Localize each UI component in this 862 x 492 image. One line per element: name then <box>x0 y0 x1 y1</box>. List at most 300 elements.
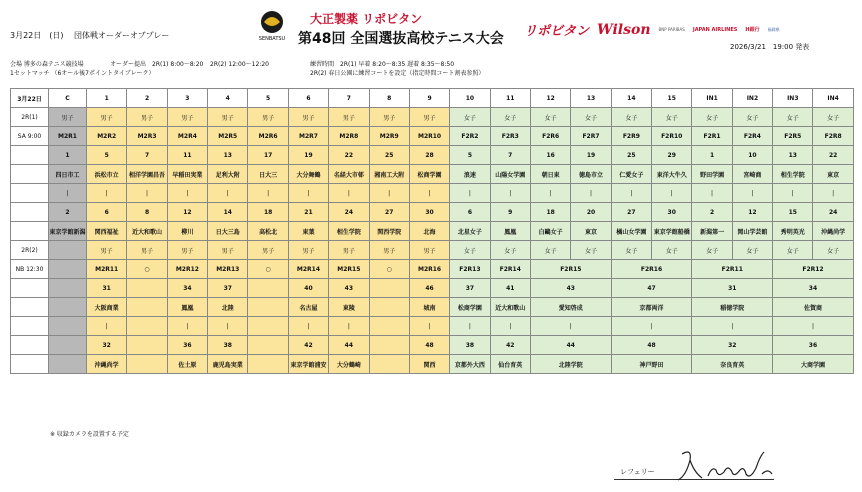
gender-cell: 女子 <box>571 108 611 127</box>
seed-cell <box>248 336 288 355</box>
round1-bar-row <box>11 184 854 203</box>
school-cell <box>369 355 409 374</box>
court-header: 5 <box>248 89 288 108</box>
seed-cell <box>127 279 167 298</box>
match-id-cell: M2R16 <box>409 260 449 279</box>
vs-bar: | <box>409 184 449 203</box>
court-header: 1 <box>87 89 127 108</box>
school-cell: 足利大附 <box>208 165 248 184</box>
school-cell <box>248 355 288 374</box>
seed-cell: 5 <box>87 146 127 165</box>
row-label: SA 9:00 <box>11 127 49 146</box>
court-header: 8 <box>369 89 409 108</box>
match-id-cell: F2R5 <box>773 127 813 146</box>
school-cell: 関西 <box>409 355 449 374</box>
round2-bar-row <box>11 317 854 336</box>
vs-bar: | <box>87 317 127 336</box>
school-cell: 新潟第一 <box>692 222 732 241</box>
seed-cell: 24 <box>329 203 369 222</box>
court-c-empty <box>49 279 87 298</box>
seed-cell: 20 <box>571 203 611 222</box>
senbatsu-seal-icon <box>252 10 292 44</box>
school-cell: 東京学館新潟 <box>49 222 87 241</box>
court-header: 6 <box>288 89 328 108</box>
seed-cell: 18 <box>530 203 570 222</box>
seed-cell: 43 <box>329 279 369 298</box>
seed-cell: 2 <box>692 203 732 222</box>
vs-bar: | <box>248 184 288 203</box>
vs-bar: | <box>813 184 853 203</box>
vs-bar: | <box>611 317 692 336</box>
round1-seed-top <box>11 146 854 165</box>
row-label: 2R(2) <box>11 241 49 260</box>
seed-cell: 37 <box>208 279 248 298</box>
vs-bar: | <box>208 317 248 336</box>
gender-cell: 男子 <box>248 108 288 127</box>
round2-label-row <box>11 241 854 260</box>
gender-cell: 女子 <box>450 108 490 127</box>
gender-cell: 男子 <box>127 108 167 127</box>
vs-bar: | <box>530 184 570 203</box>
gender-cell: 男子 <box>167 241 207 260</box>
match-id-cell: M2R11 <box>87 260 127 279</box>
seed-cell: 21 <box>288 203 328 222</box>
match-id-cell: F2R15 <box>530 260 611 279</box>
round1-seed-bottom <box>11 203 854 222</box>
bank-logo: H銀行 <box>745 27 760 33</box>
court-c-empty <box>49 336 87 355</box>
school-cell: 東京学館船橋 <box>652 222 692 241</box>
seed-cell: 43 <box>530 279 611 298</box>
seed-cell: 13 <box>208 146 248 165</box>
gender-cell: 男子 <box>409 108 449 127</box>
vs-bar: | <box>369 184 409 203</box>
bnp-logo: BNP PARIBAS <box>658 27 685 32</box>
wilson-logo: Wilson <box>597 21 651 38</box>
gender-cell: 女子 <box>652 241 692 260</box>
seed-cell: 38 <box>208 336 248 355</box>
gender-cell: 女子 <box>773 241 813 260</box>
match-id-cell: F2R16 <box>611 260 692 279</box>
vs-bar: | <box>167 317 207 336</box>
school-cell: 大商学園 <box>773 355 854 374</box>
seed-cell: 37 <box>450 279 490 298</box>
school-cell: 東京 <box>571 222 611 241</box>
school-cell: 大分鶴崎 <box>329 355 369 374</box>
venue-note: 会場 博多の森テニス競技場 <box>10 61 84 68</box>
gender-cell: 女子 <box>813 108 853 127</box>
gender-cell: 女子 <box>692 241 732 260</box>
court-header: C <box>49 89 87 108</box>
gender-cell: 女子 <box>692 108 732 127</box>
school-cell: 浜松市立 <box>87 165 127 184</box>
school-cell: 城南 <box>409 298 449 317</box>
gender-cell: 男子 <box>87 241 127 260</box>
match-id-cell: M2R3 <box>127 127 167 146</box>
round1-school-bottom <box>11 222 854 241</box>
school-cell <box>369 298 409 317</box>
date-cell: 3月22日 <box>11 89 49 108</box>
gender-cell: 男子 <box>49 108 87 127</box>
school-cell: 佐賀商 <box>773 298 854 317</box>
order-of-play-table <box>10 88 854 374</box>
match-id-cell: F2R9 <box>611 127 651 146</box>
match-id-cell: M2R9 <box>369 127 409 146</box>
round2-school-bottom <box>11 355 854 374</box>
row-label <box>11 298 49 317</box>
vs-bar: | <box>288 184 328 203</box>
seed-cell: 38 <box>450 336 490 355</box>
court-header: IN4 <box>813 89 853 108</box>
seed-cell: 47 <box>611 279 692 298</box>
court-header: 9 <box>409 89 449 108</box>
vs-bar: | <box>490 317 530 336</box>
match-id-cell: ○ <box>248 260 288 279</box>
seed-cell: 32 <box>692 336 773 355</box>
match-id-cell: F2R6 <box>530 127 570 146</box>
school-cell <box>127 298 167 317</box>
gender-cell: 女子 <box>732 241 772 260</box>
seed-cell: 28 <box>409 146 449 165</box>
camera-note: ※ 収録カメラを設置する予定 <box>50 431 129 438</box>
seed-cell: 1 <box>49 146 87 165</box>
prefecture-logo: 福岡県 <box>767 26 780 32</box>
vs-bar: | <box>692 184 732 203</box>
school-cell: 大分舞鶴 <box>288 165 328 184</box>
court-c-empty <box>49 260 87 279</box>
seed-cell: 25 <box>369 146 409 165</box>
gender-cell: 女子 <box>530 108 570 127</box>
row-label <box>11 203 49 222</box>
gender-cell: 女子 <box>611 241 651 260</box>
seed-cell: 13 <box>773 146 813 165</box>
seed-cell: 30 <box>409 203 449 222</box>
match-id-cell: M2R5 <box>208 127 248 146</box>
school-cell: 東葉 <box>288 222 328 241</box>
match-id-cell: F2R8 <box>813 127 853 146</box>
seed-cell: 6 <box>450 203 490 222</box>
seed-cell: 30 <box>652 203 692 222</box>
match-id-cell: F2R4 <box>732 127 772 146</box>
match-id-cell: M2R14 <box>288 260 328 279</box>
seed-cell: 11 <box>167 146 207 165</box>
seed-cell: 46 <box>409 279 449 298</box>
match-id-cell: F2R7 <box>571 127 611 146</box>
practice-court-note: 2R(2) 春日公園に練習コートを設定（指定時間コート割表参照） <box>310 70 485 77</box>
order-submit-note-2: 2R(2) 12:00〜12:20 <box>210 61 269 68</box>
school-cell: 日大三 <box>248 165 288 184</box>
gender-cell: 男子 <box>288 241 328 260</box>
court-header: IN3 <box>773 89 813 108</box>
seed-cell: 25 <box>611 146 651 165</box>
seed-cell: 27 <box>369 203 409 222</box>
match-id-cell: ○ <box>369 260 409 279</box>
referee-label: レフェリー <box>620 468 655 476</box>
lipovitan-logo: リポビタン <box>524 24 590 39</box>
school-cell: 松商学園 <box>409 165 449 184</box>
vs-bar: | <box>329 317 369 336</box>
seed-cell: 42 <box>490 336 530 355</box>
match-id-cell: M2R7 <box>288 127 328 146</box>
event-title: 第48回 全国選抜高校テニス大会 <box>298 31 504 47</box>
school-cell: 北星女子 <box>450 222 490 241</box>
row-label: NB 12:30 <box>11 260 49 279</box>
court-header: 13 <box>571 89 611 108</box>
court-c-empty <box>49 241 87 260</box>
school-cell: 名古屋 <box>288 298 328 317</box>
court-header: 2 <box>127 89 167 108</box>
vs-bar: | <box>530 317 611 336</box>
school-cell: 名経大市邨 <box>329 165 369 184</box>
gender-cell: 男子 <box>369 108 409 127</box>
seed-cell: 36 <box>773 336 854 355</box>
school-cell: 白鷗女子 <box>530 222 570 241</box>
gender-cell: 女子 <box>490 108 530 127</box>
court-header: IN1 <box>692 89 732 108</box>
court-header: IN2 <box>732 89 772 108</box>
school-cell: 愛知啓成 <box>530 298 611 317</box>
school-cell: 鹿児島実業 <box>208 355 248 374</box>
school-cell: 北陸 <box>208 298 248 317</box>
seed-cell: 17 <box>248 146 288 165</box>
row-label <box>11 184 49 203</box>
vs-bar: | <box>450 184 490 203</box>
vs-bar: | <box>571 184 611 203</box>
seed-cell: 48 <box>409 336 449 355</box>
row-label <box>11 146 49 165</box>
seed-cell: 44 <box>530 336 611 355</box>
school-cell: 山陽女学園 <box>490 165 530 184</box>
jal-logo: JAPAN AIRLINES <box>692 26 738 33</box>
school-cell: 佐土原 <box>167 355 207 374</box>
vs-bar: | <box>87 184 127 203</box>
seed-cell: 29 <box>652 146 692 165</box>
gender-cell: 女子 <box>490 241 530 260</box>
match-id-cell: F2R12 <box>773 260 854 279</box>
gender-cell: 男子 <box>369 241 409 260</box>
seed-cell <box>248 279 288 298</box>
match-id-cell: M2R12 <box>167 260 207 279</box>
round2-time-row <box>11 260 854 279</box>
round1-label-row <box>11 108 854 127</box>
school-cell <box>127 355 167 374</box>
vs-bar: | <box>409 317 449 336</box>
seed-cell: 18 <box>248 203 288 222</box>
seed-cell: 22 <box>329 146 369 165</box>
vs-bar: | <box>773 184 813 203</box>
seed-cell: 19 <box>571 146 611 165</box>
vs-bar: | <box>652 184 692 203</box>
gender-cell: 女子 <box>652 108 692 127</box>
gender-cell: 男子 <box>288 108 328 127</box>
match-id-cell: M2R15 <box>329 260 369 279</box>
seed-cell <box>369 279 409 298</box>
school-cell: 早稲田実業 <box>167 165 207 184</box>
school-cell: 近大和歌山 <box>127 222 167 241</box>
school-cell: 鳳凰 <box>167 298 207 317</box>
match-id-cell: M2R4 <box>167 127 207 146</box>
court-header: 15 <box>652 89 692 108</box>
school-cell: 沖縄尚学 <box>813 222 853 241</box>
school-cell <box>248 298 288 317</box>
seed-cell: 1 <box>692 146 732 165</box>
school-cell: 秀明英光 <box>773 222 813 241</box>
row-label <box>11 336 49 355</box>
school-cell: 宮崎商 <box>732 165 772 184</box>
school-cell: 橘山女学園 <box>611 222 651 241</box>
school-cell: 近大和歌山 <box>490 298 530 317</box>
seed-cell: 5 <box>450 146 490 165</box>
seed-cell <box>127 336 167 355</box>
match-id-cell: M2R1 <box>49 127 87 146</box>
gender-cell: 女子 <box>732 108 772 127</box>
school-cell: 東京学館浦安 <box>288 355 328 374</box>
seed-cell: 42 <box>288 336 328 355</box>
school-cell: 野田学園 <box>692 165 732 184</box>
school-cell: 東京 <box>813 165 853 184</box>
court-header: 12 <box>530 89 570 108</box>
row-label <box>11 355 49 374</box>
order-submit-note: オーダー提出 2R(1) 8:00〜8:20 <box>110 61 204 68</box>
court-c-empty <box>49 298 87 317</box>
school-cell: 仁愛女子 <box>611 165 651 184</box>
seed-cell: 7 <box>127 146 167 165</box>
school-cell: 奈良育英 <box>692 355 773 374</box>
seed-cell: 27 <box>611 203 651 222</box>
school-cell: 高松北 <box>248 222 288 241</box>
vs-bar: | <box>692 317 773 336</box>
school-cell: 仙台育英 <box>490 355 530 374</box>
school-cell: 東陵 <box>329 298 369 317</box>
seed-cell: 7 <box>490 146 530 165</box>
school-cell: 鳳凰 <box>490 222 530 241</box>
gender-cell: 女子 <box>813 241 853 260</box>
seed-cell: 44 <box>329 336 369 355</box>
vs-bar: | <box>490 184 530 203</box>
round2-seed-top <box>11 279 854 298</box>
vs-bar: | <box>49 184 87 203</box>
school-cell: 湘南工大附 <box>369 165 409 184</box>
court-c-empty <box>49 317 87 336</box>
seed-cell: 31 <box>87 279 127 298</box>
match-id-cell: F2R13 <box>450 260 490 279</box>
vs-bar: | <box>288 317 328 336</box>
school-cell: 稲徳学院 <box>692 298 773 317</box>
row-label: 2R(1) <box>11 108 49 127</box>
gender-cell: 男子 <box>167 108 207 127</box>
school-cell: 相生学院 <box>329 222 369 241</box>
match-id-cell: F2R2 <box>450 127 490 146</box>
school-cell: 四日市工 <box>49 165 87 184</box>
date-line: 3月22日 (日) 団体戦オーダーオブプレー <box>10 31 170 40</box>
vs-bar: | <box>127 184 167 203</box>
match-id-cell: F2R3 <box>490 127 530 146</box>
match-id-cell: F2R1 <box>692 127 732 146</box>
seed-cell: 12 <box>732 203 772 222</box>
row-label <box>11 279 49 298</box>
vs-bar: | <box>732 184 772 203</box>
vs-bar <box>369 317 409 336</box>
school-cell: 関西福祉 <box>87 222 127 241</box>
seed-cell: 40 <box>288 279 328 298</box>
seed-cell: 34 <box>773 279 854 298</box>
school-cell: 大阪商業 <box>87 298 127 317</box>
seed-cell: 8 <box>127 203 167 222</box>
gender-cell: 男子 <box>248 241 288 260</box>
format-note: 1セットマッチ （6オール後7ポイントタイブレーク） <box>10 70 155 77</box>
court-header: 4 <box>208 89 248 108</box>
notes-row-2 <box>10 69 484 78</box>
seed-cell: 6 <box>87 203 127 222</box>
round2-seed-bottom <box>11 336 854 355</box>
court-c-empty <box>49 355 87 374</box>
gender-cell: 男子 <box>329 241 369 260</box>
gender-cell: 男子 <box>208 108 248 127</box>
vs-bar <box>248 317 288 336</box>
seed-cell: 31 <box>692 279 773 298</box>
vs-bar: | <box>208 184 248 203</box>
school-cell: 東洋大牛久 <box>652 165 692 184</box>
header-row <box>11 89 854 108</box>
vs-bar: | <box>167 184 207 203</box>
event-logo-block <box>246 8 504 48</box>
match-id-cell: F2R14 <box>490 260 530 279</box>
vs-bar: | <box>611 184 651 203</box>
match-id-cell: M2R8 <box>329 127 369 146</box>
seed-cell: 19 <box>288 146 328 165</box>
gender-cell: 女子 <box>773 108 813 127</box>
school-cell: 相生学院 <box>773 165 813 184</box>
seed-cell: 32 <box>87 336 127 355</box>
court-header: 7 <box>329 89 369 108</box>
vs-bar: | <box>773 317 854 336</box>
seed-cell: 24 <box>813 203 853 222</box>
vs-bar: | <box>450 317 490 336</box>
vs-bar: | <box>329 184 369 203</box>
school-cell: 松商学園 <box>450 298 490 317</box>
school-cell: 関西学院 <box>369 222 409 241</box>
seed-cell: 12 <box>167 203 207 222</box>
referee-signature-icon <box>668 446 788 486</box>
round1-time-row <box>11 127 854 146</box>
round1-school-top <box>11 165 854 184</box>
seed-cell: 41 <box>490 279 530 298</box>
seed-cell: 36 <box>167 336 207 355</box>
seed-cell: 34 <box>167 279 207 298</box>
row-label <box>11 317 49 336</box>
school-cell: 徳島市立 <box>571 165 611 184</box>
match-id-cell: M2R2 <box>87 127 127 146</box>
svg-text:SENBATSU: SENBATSU <box>258 36 286 42</box>
match-id-cell: F2R11 <box>692 260 773 279</box>
row-label <box>11 165 49 184</box>
seed-cell: 9 <box>490 203 530 222</box>
round2-school-top <box>11 298 854 317</box>
seed-cell: 15 <box>773 203 813 222</box>
row-label <box>11 222 49 241</box>
match-id-cell: M2R10 <box>409 127 449 146</box>
court-header: 11 <box>490 89 530 108</box>
seed-cell <box>369 336 409 355</box>
school-cell: 北陸学院 <box>530 355 611 374</box>
sponsor-logos <box>524 20 780 39</box>
gender-cell: 男子 <box>329 108 369 127</box>
notes-row-1 <box>10 60 484 69</box>
gender-cell: 男子 <box>127 241 167 260</box>
seed-cell: 10 <box>732 146 772 165</box>
gender-cell: 女子 <box>571 241 611 260</box>
release-time: 2026/3/21 19:00 発表 <box>730 43 810 51</box>
